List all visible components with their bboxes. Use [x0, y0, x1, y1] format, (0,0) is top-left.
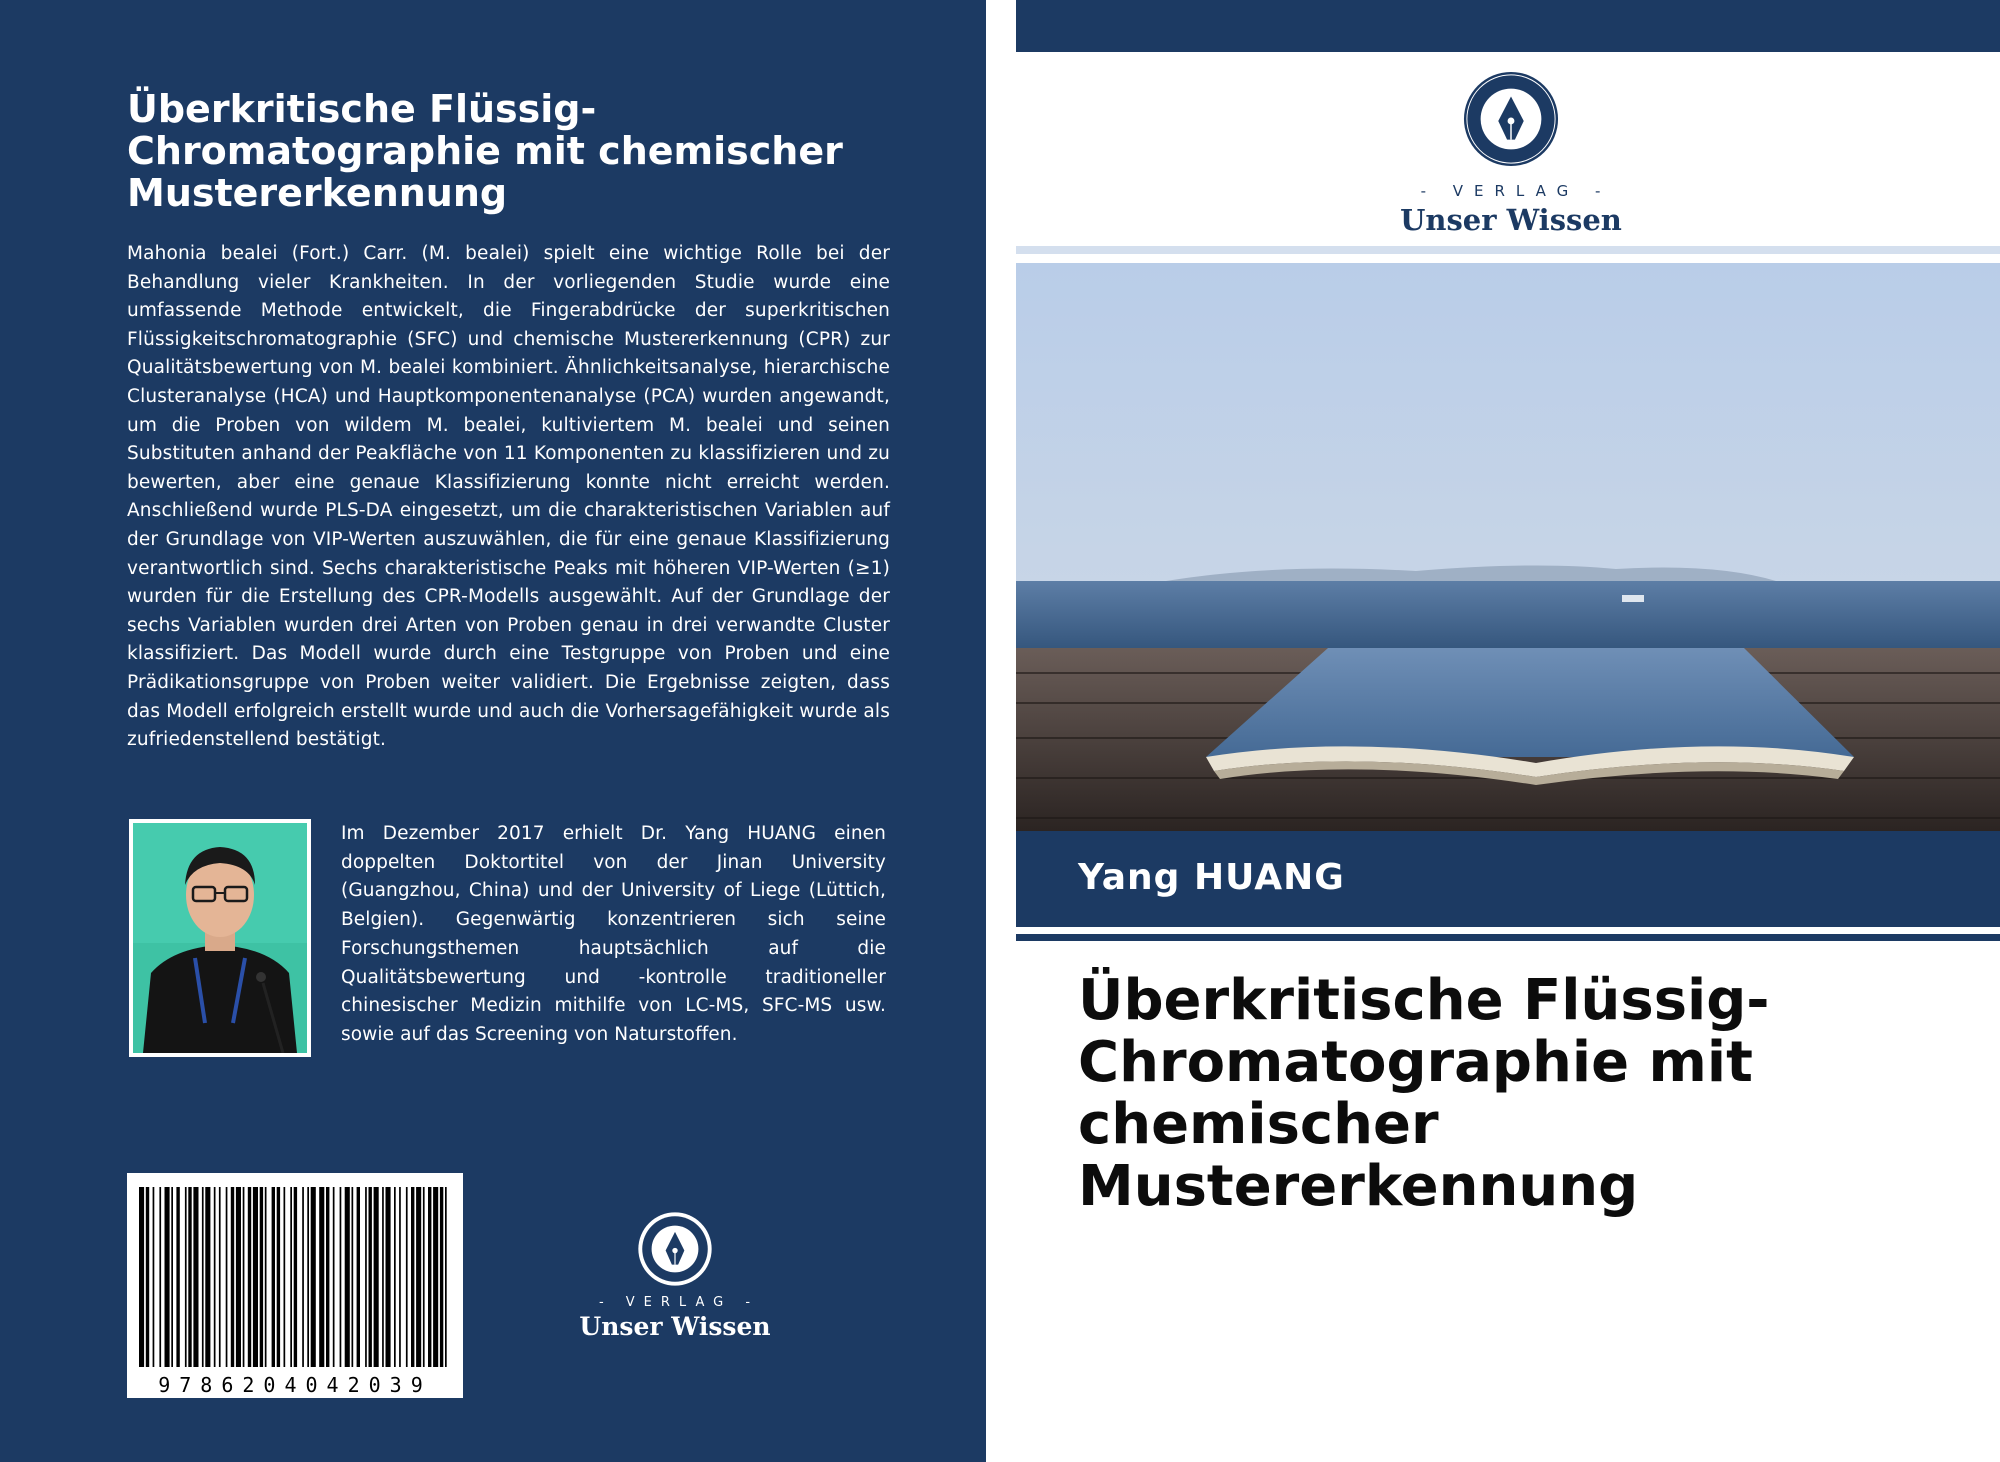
front-cover — [1016, 0, 2000, 1462]
barcode-bar — [311, 1187, 316, 1367]
barcode-bar — [382, 1187, 384, 1367]
back-cover-title: Überkritische Flüssig-Chromatographie mit chemischer Mustererkennung — [127, 87, 843, 215]
cover-image — [1016, 263, 2000, 831]
barcode-bar — [416, 1187, 421, 1367]
back-publisher-logo — [575, 1210, 775, 1341]
barcode-bar — [253, 1187, 258, 1367]
barcode-bar — [185, 1187, 187, 1367]
front-cover-title: Überkritische Flüssig-Chromatographie mit chemischer Mustererkennung — [1078, 968, 1770, 1219]
barcode-bar — [406, 1187, 408, 1367]
barcode-bar — [226, 1187, 228, 1367]
barcode-bar — [248, 1187, 251, 1367]
barcode-bar — [411, 1187, 414, 1367]
barcode-bar — [302, 1187, 304, 1367]
barcode-bar — [193, 1187, 198, 1367]
barcode-image — [127, 1173, 463, 1398]
barcode-bar — [188, 1187, 191, 1367]
pen-nib-icon — [636, 1210, 714, 1288]
barcode-bar — [290, 1187, 292, 1367]
barcode-bar — [265, 1187, 267, 1367]
author-photo — [129, 819, 311, 1057]
barcode-bar — [146, 1187, 149, 1367]
barcode-bar — [433, 1187, 438, 1367]
barcode-bar — [345, 1187, 350, 1367]
barcode-bar — [340, 1187, 342, 1367]
barcode-bar — [219, 1187, 221, 1367]
barcode-bar — [440, 1187, 443, 1367]
author-band — [1016, 831, 2000, 927]
barcode-bar — [326, 1187, 329, 1367]
front-publisher-logo — [1366, 70, 1656, 237]
publisher-name: Unser Wissen — [1400, 203, 1622, 237]
barcode-bar — [357, 1187, 360, 1367]
barcode-bar — [307, 1187, 309, 1367]
barcode-bar — [399, 1187, 401, 1367]
barcode-bar — [171, 1187, 173, 1367]
barcode-bar — [374, 1187, 379, 1367]
barcode-bar — [236, 1187, 241, 1367]
author-name: Yang HUANG — [1078, 857, 1345, 898]
pen-nib-icon — [1462, 70, 1560, 168]
publisher-verlag-label: - VERLAG - — [598, 1295, 760, 1310]
barcode-bar — [139, 1187, 144, 1367]
isbn-barcode — [127, 1173, 463, 1398]
barcode-bar — [284, 1187, 286, 1367]
divider — [1016, 246, 2000, 254]
barcode-bar — [333, 1187, 335, 1367]
isbn-digits: 9786204042039 — [158, 1373, 432, 1397]
barcode-bar — [428, 1187, 431, 1367]
barcode-bar — [423, 1187, 425, 1367]
barcode-bar — [214, 1187, 216, 1367]
divider — [1016, 934, 2000, 941]
barcode-bar — [272, 1187, 275, 1367]
book-description: Mahonia bealei (Fort.) Carr. (M. bealei) spielt eine wichtige Rolle bei der Behandlung vieler Krankheiten. In der vorliegenden Studie wurde eine umfassende Methode entwickelt, die Fingerabdrücke der superkritischen Flüssigkeitschromatographie (SFC) und chemische Mustererkennung (CPR) zur Qualitätsbewertung von M. bealei kombiniert. Ähnlichkeitsanalyse, hierarchische Clusteranalyse (HCA) und Hauptkomponentenanalyse (PCA) wurden angewandt, um die Proben von wildem M. bealei, kultiviertem M. bealei und seinen Substituten anhand der Peakfläche von 11 Komponenten zu klassifizieren und zu bewerten, aber eine genaue Klassifizierung konnte nicht erreicht werden. Anschließend wurde PLS-DA eingesetzt, um die charakteristischen Variablen auf der Grundlage von VIP-Werten auszuwählen, die für eine genaue Klassifizierung verantwortlich sind. Sechs charakteristische Peaks mit höheren VIP-Werten (≥1) wurden für die Erstellung des CPR-Modells ausgewählt. Auf der Grundlage der sechs Variablen wurden drei Arten von Proben genau in drei verwandte Cluster klassifiziert. Das Modell wurde durch eine Testgruppe von Proben und eine Prädikationsgruppe von Proben weiter validiert. Die Ergebnisse zeigten, dass das Modell erfolgreich erstellt wurde und auch die Vorhersagefähigkeit wurde als zufriedenstellend bestätigt. — [127, 243, 890, 751]
barcode-bar — [445, 1187, 447, 1367]
top-bar — [1016, 0, 2000, 52]
publisher-verlag-label: - VERLAG - — [1420, 182, 1612, 200]
barcode-bar — [294, 1187, 297, 1367]
barcode-bar — [352, 1187, 354, 1367]
barcode-bar — [165, 1187, 170, 1367]
barcode-bar — [365, 1187, 367, 1367]
barcode-bar — [231, 1187, 234, 1367]
author-biography: Im Dezember 2017 erhielt Dr. Yang HUANG einen doppelten Doktortitel von der Jinan University (Guangzhou, China) und der University of Liege (Lüttich, Belgien). Gegenwärtig konzentrieren sich seine Forschungsthemen hauptsächlich auf die Qualitätsbewertung und -kontrolle traditioneller chinesischer Medizin mithilfe von LC-MS, SFC-MS usw. sowie auf das Screening von Naturstoffen. — [341, 823, 886, 1045]
barcode-bar — [260, 1187, 263, 1367]
barcode-bar — [386, 1187, 391, 1367]
publisher-name: Unser Wissen — [579, 1312, 771, 1341]
back-cover — [0, 0, 986, 1462]
barcode-bar — [369, 1187, 372, 1367]
barcode-bar — [202, 1187, 204, 1367]
barcode-bar — [394, 1187, 396, 1367]
barcode-bar — [277, 1187, 280, 1367]
barcode-bar — [243, 1187, 245, 1367]
barcode-bar — [319, 1187, 324, 1367]
barcode-bar — [176, 1187, 179, 1367]
barcode-bar — [153, 1187, 155, 1367]
barcode-bar — [159, 1187, 161, 1367]
barcode-bar — [205, 1187, 210, 1367]
